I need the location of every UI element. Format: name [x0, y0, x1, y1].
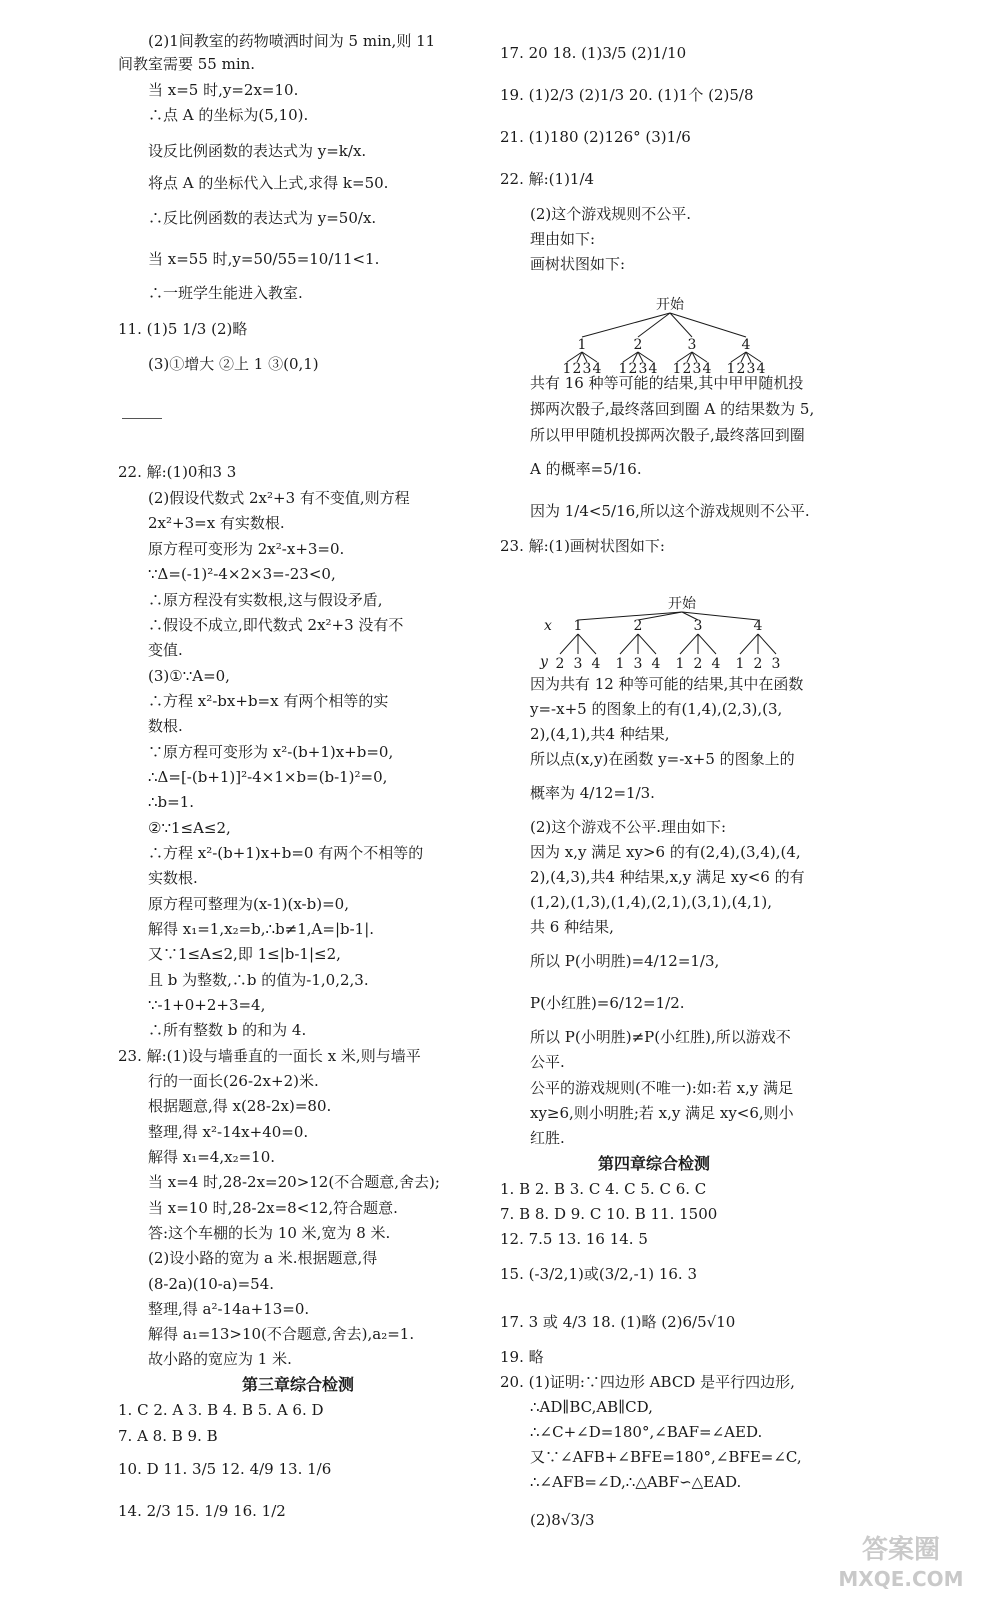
answer-line: ∴原方程没有实数根,这与假设矛盾,: [148, 591, 383, 609]
answer-line: 解得 a₁=13>10(不合题意,舍去),a₂=1.: [148, 1325, 415, 1343]
answer-line: ∴b=1.: [148, 793, 195, 811]
tree-diagram-2: [530, 592, 810, 678]
answer-line: 因为 1/4<5/16,所以这个游戏规则不公平.: [530, 502, 810, 520]
answer-line: 所以 P(小明胜)≠P(小红胜),所以游戏不: [530, 1028, 791, 1046]
answer-line: (2)这个游戏规则不公平.: [530, 205, 692, 223]
answer-line: 原方程可整理为(x-1)(x-b)=0,: [148, 895, 349, 913]
tree1-leaf: 3: [692, 361, 702, 375]
tree1-leaf: 1: [562, 361, 572, 375]
answer-line: 共 6 种结果,: [530, 918, 614, 936]
answer-line: ∵-1+0+2+3=4,: [148, 996, 266, 1014]
tree2-node: 1: [573, 618, 583, 634]
answer-line: ∴点 A 的坐标为(5,10).: [148, 106, 309, 124]
tree2-leaf: 4: [651, 656, 661, 672]
answer-line: 将点 A 的坐标代入上式,求得 k=50.: [148, 174, 389, 192]
answer-line: 15. (-3/2,1)或(3/2,-1) 16. 3: [500, 1265, 698, 1283]
answer-line: (1,2),(1,3),(1,4),(2,1),(3,1),(4,1),: [530, 893, 772, 911]
answer-line: 当 x=55 时,y=50/55=10/11<1.: [148, 250, 380, 268]
tree1-leaf: 4: [702, 361, 712, 375]
answer-line: 根据题意,得 x(28-2x)=80.: [148, 1097, 332, 1115]
answer-line: A 的概率=5/16.: [530, 460, 642, 478]
tree2-leaf: 3: [771, 656, 781, 672]
tree1-node: 2: [633, 337, 643, 353]
tree1-leaf: 2: [572, 361, 582, 375]
tree1-leaf: 1: [726, 361, 736, 375]
answer-line: (3)①∵A=0,: [148, 667, 230, 685]
tree1-leaf: 4: [648, 361, 658, 375]
answer-line: 所以点(x,y)在函数 y=-x+5 的图象上的: [530, 750, 795, 768]
answer-line: 7. B 8. D 9. C 10. B 11. 1500: [500, 1205, 718, 1223]
answer-line: 画树状图如下:: [530, 255, 626, 273]
answer-line: 红胜.: [530, 1129, 565, 1147]
answer-line: y=-x+5 的图象上的有(1,4),(2,3),(3,: [530, 700, 783, 718]
answer-line: 理由如下:: [530, 230, 596, 248]
answer-line: 14. 2/3 15. 1/9 16. 1/2: [118, 1502, 286, 1520]
answer-line: ∴一班学生能进入教室.: [148, 284, 303, 302]
answer-line: 设反比例函数的表达式为 y=k/x.: [148, 142, 367, 160]
answer-line: 整理,得 x²-14x+40=0.: [148, 1123, 309, 1141]
answer-line: ∴方程 x²-(b+1)x+b=0 有两个不相等的: [148, 844, 424, 862]
tree2-leaf: 3: [633, 656, 643, 672]
answer-line: 17. 20 18. (1)3/5 (2)1/10: [500, 44, 687, 62]
answer-line: 公平的游戏规则(不唯一):如:若 x,y 满足: [530, 1079, 794, 1097]
answer-line: 共有 16 种等可能的结果,其中甲甲随机投: [530, 374, 804, 392]
answer-line: 原方程可变形为 2x²-x+3=0.: [148, 540, 345, 558]
answer-line: 2),(4,3),共4 种结果,x,y 满足 xy<6 的有: [530, 868, 805, 886]
answer-line: 7. A 8. B 9. B: [118, 1427, 218, 1445]
tree2-leaf: 4: [591, 656, 601, 672]
tree2-y-label: y: [540, 654, 548, 670]
answer-line: 又∵1≤A≤2,即 1≤|b-1|≤2,: [148, 945, 341, 963]
tree2-node: 2: [633, 618, 643, 634]
tree1-node: 3: [687, 337, 697, 353]
answer-line: (2)1间教室的药物喷洒时间为 5 min,则 11: [148, 32, 436, 50]
answer-line: 又∵∠AFB+∠BFE=180°,∠BFE=∠C,: [530, 1448, 802, 1466]
tree2-node: 4: [753, 618, 763, 634]
answer-line: ∵Δ=(-1)²-4×2×3=-23<0,: [148, 565, 336, 583]
answer-line: 概率为 4/12=1/3.: [530, 784, 655, 802]
tree2-leaf: 2: [693, 656, 703, 672]
answer-line: ∴方程 x²-bx+b=x 有两个相等的实: [148, 692, 389, 710]
tree2-leaf: 2: [753, 656, 763, 672]
answer-line: 因为共有 12 种等可能的结果,其中在函数: [530, 675, 804, 693]
answer-line: 所以 P(小明胜)=4/12=1/3,: [530, 952, 720, 970]
tree1-leaf: 1: [618, 361, 628, 375]
section-divider: [122, 418, 162, 419]
tree2-root: 开始: [668, 596, 696, 612]
tree2-leaf: 1: [735, 656, 745, 672]
tree2-leaf: 1: [615, 656, 625, 672]
tree1-node: 4: [741, 337, 751, 353]
answer-line: 因为 x,y 满足 xy>6 的有(2,4),(3,4),(4,: [530, 843, 801, 861]
answer-line: 22. 解:(1)0和3 3: [118, 463, 237, 481]
answer-line: 11. (1)5 1/3 (2)略: [118, 320, 248, 338]
tree2-leaf: 4: [711, 656, 721, 672]
answer-line: ∴∠C+∠D=180°,∠BAF=∠AED.: [530, 1423, 763, 1441]
svg-text:答案圈: 答案圈: [861, 1535, 941, 1565]
answer-line: (2)设小路的宽为 a 米.根据题意,得: [148, 1249, 378, 1267]
answer-line: (3)①增大 ②上 1 ③(0,1): [148, 355, 319, 373]
answer-line: ②∵1≤A≤2,: [148, 819, 231, 837]
answer-line: 答:这个车棚的长为 10 米,宽为 8 米.: [148, 1224, 391, 1242]
answer-line: (8-2a)(10-a)=54.: [148, 1275, 275, 1293]
answer-line: 17. 3 或 4/3 18. (1)略 (2)6/5√10: [500, 1313, 736, 1331]
answer-line: (2)假设代数式 2x²+3 有不变值,则方程: [148, 489, 410, 507]
tree2-leaf: 2: [555, 656, 565, 672]
answer-line: 22. 解:(1)1/4: [500, 170, 595, 188]
answer-line: 掷两次骰子,最终落回到圈 A 的结果数为 5,: [530, 400, 815, 418]
tree2-leaf: 3: [573, 656, 583, 672]
answer-line: ∵原方程可变形为 x²-(b+1)x+b=0,: [148, 743, 394, 761]
answer-line: 20. (1)证明:∵四边形 ABCD 是平行四边形,: [500, 1373, 795, 1391]
answer-line: 当 x=4 时,28-2x=20>12(不合题意,舍去);: [148, 1173, 440, 1191]
answer-line: ∴Δ=[-(b+1)]²-4×1×b=(b-1)²=0,: [148, 768, 388, 786]
answer-line: 19. (1)2/3 (2)1/3 20. (1)1个 (2)5/8: [500, 86, 754, 104]
answer-line: 1. B 2. B 3. C 4. C 5. C 6. C: [500, 1180, 707, 1198]
answer-line: 19. 略: [500, 1348, 544, 1366]
answer-line: 解得 x₁=4,x₂=10.: [148, 1148, 276, 1166]
answer-line: P(小红胜)=6/12=1/2.: [530, 994, 685, 1012]
watermark-logo: [821, 1526, 981, 1596]
tree2-node: 3: [693, 618, 703, 634]
tree1-leaf: 4: [592, 361, 602, 375]
answer-line: 2x²+3=x 有实数根.: [148, 514, 285, 532]
tree1-node: 1: [577, 337, 587, 353]
answer-line: ∴反比例函数的表达式为 y=50/x.: [148, 209, 377, 227]
answer-line: ∴AD∥BC,AB∥CD,: [530, 1398, 653, 1416]
tree2-x-label: x: [544, 618, 552, 634]
answer-line: 当 x=5 时,y=2x=10.: [148, 81, 299, 99]
answer-line: 21. (1)180 (2)126° (3)1/6: [500, 128, 691, 146]
answer-line: 整理,得 a²-14a+13=0.: [148, 1300, 310, 1318]
answer-line: ∴∠AFB=∠D,∴△ABF∽△EAD.: [530, 1473, 742, 1491]
answer-line: 且 b 为整数,∴b 的值为-1,0,2,3.: [148, 971, 369, 989]
answer-line: xy≥6,则小明胜;若 x,y 满足 xy<6,则小: [530, 1104, 794, 1122]
answer-line: 12. 7.5 13. 16 14. 5: [500, 1230, 648, 1248]
tree1-leaf: 3: [746, 361, 756, 375]
answer-line: 1. C 2. A 3. B 4. B 5. A 6. D: [118, 1401, 324, 1419]
answer-line: 实数根.: [148, 869, 198, 887]
answer-line: 数根.: [148, 717, 183, 735]
answer-line: 变值.: [148, 641, 183, 659]
answer-line: (2)8√3/3: [530, 1511, 595, 1529]
answer-line: 10. D 11. 3/5 12. 4/9 13. 1/6: [118, 1460, 332, 1478]
tree1-root: 开始: [656, 297, 684, 313]
answer-line: 间教室需要 55 min.: [118, 55, 256, 73]
svg-text:MXQE.COM: MXQE.COM: [838, 1567, 964, 1591]
section-heading: 第四章综合检测: [598, 1154, 711, 1173]
answer-line: 行的一面长(26-2x+2)米.: [148, 1072, 319, 1090]
answer-line: 故小路的宽应为 1 米.: [148, 1350, 292, 1368]
tree1-leaf: 3: [638, 361, 648, 375]
answer-line: 23. 解:(1)画树状图如下:: [500, 537, 665, 555]
answer-line: 23. 解:(1)设与墙垂直的一面长 x 米,则与墙平: [118, 1047, 421, 1065]
tree-diagram-1: [560, 295, 780, 375]
section-heading: 第三章综合检测: [242, 1375, 355, 1394]
answer-line: (2)这个游戏不公平.理由如下:: [530, 818, 727, 836]
answer-line: ∴假设不成立,即代数式 2x²+3 没有不: [148, 616, 404, 634]
tree1-leaf: 2: [736, 361, 746, 375]
answer-line: ∴所有整数 b 的和为 4.: [148, 1021, 307, 1039]
answer-line: 2),(4,1),共4 种结果,: [530, 725, 670, 743]
tree1-leaf: 2: [628, 361, 638, 375]
tree1-leaf: 1: [672, 361, 682, 375]
tree1-leaf: 3: [582, 361, 592, 375]
tree1-leaf: 2: [682, 361, 692, 375]
tree1-leaf: 4: [756, 361, 766, 375]
answer-line: 公平.: [530, 1053, 565, 1071]
answer-line: 当 x=10 时,28-2x=8<12,符合题意.: [148, 1199, 398, 1217]
answer-line: 所以甲甲随机投掷两次骰子,最终落回到圈: [530, 426, 805, 444]
answer-line: 解得 x₁=1,x₂=b,∴b≠1,A=|b-1|.: [148, 920, 375, 938]
tree2-leaf: 1: [675, 656, 685, 672]
